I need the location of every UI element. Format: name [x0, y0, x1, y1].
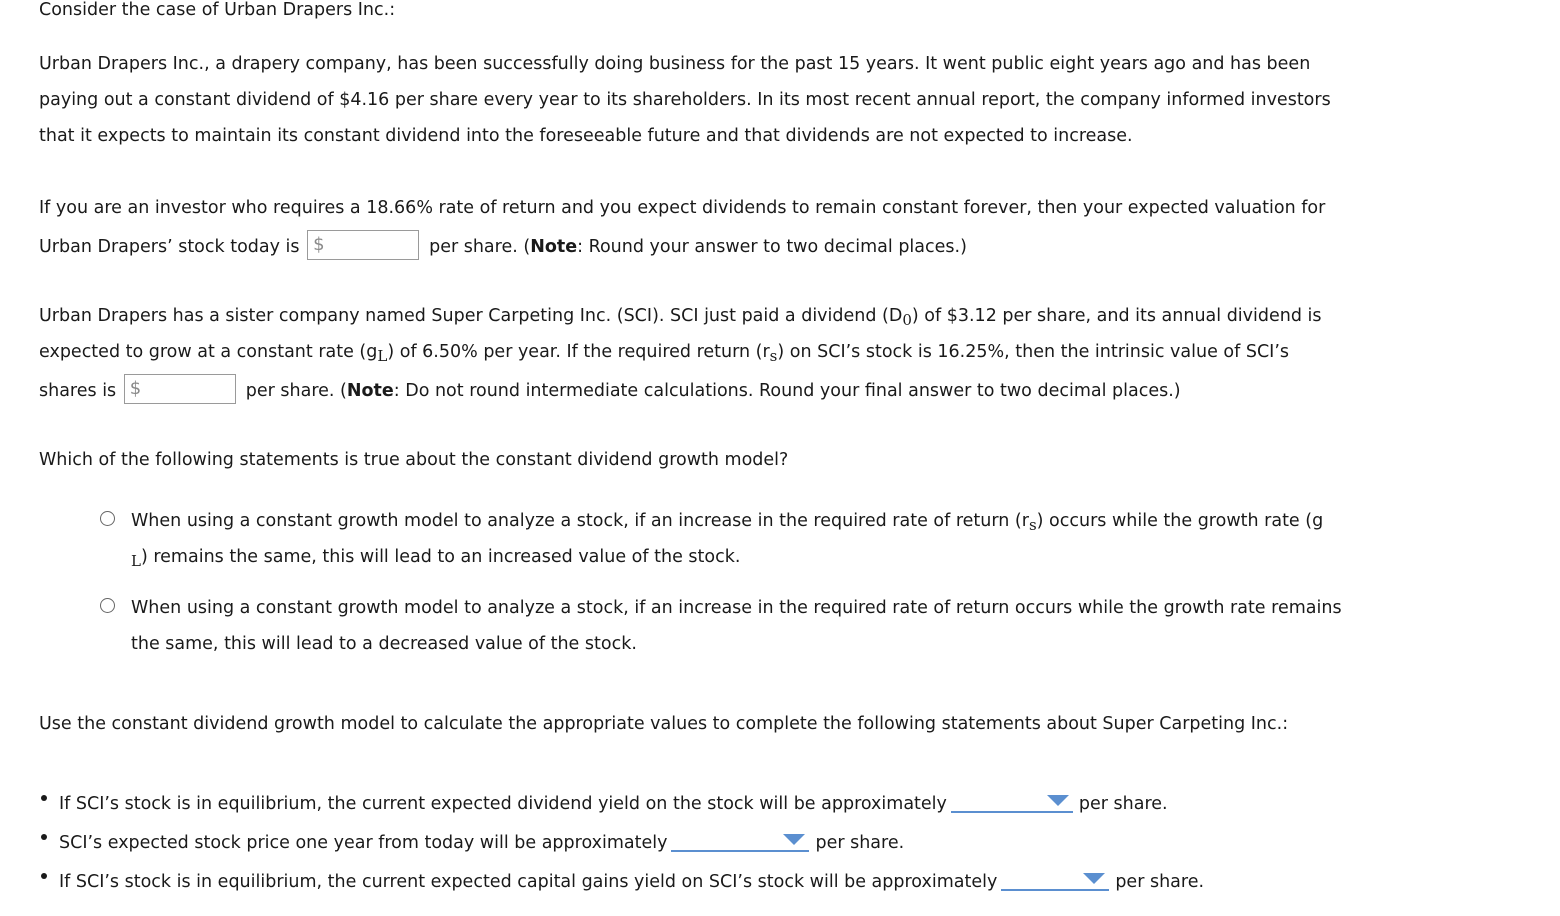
q2-suffix-b: : Do not round intermediate calculations. Round your final answer to two decimal places.) — [393, 381, 1181, 401]
capital-gains-dropdown[interactable] — [1001, 867, 1109, 891]
dividend-yield-dropdown[interactable] — [951, 789, 1073, 813]
q1-prefix: Urban Drapers’ stock today is — [39, 237, 300, 257]
q2-line-2 — [39, 340, 1289, 364]
q2-gl-sub: L — [377, 347, 388, 365]
bullet-1-dot — [41, 795, 47, 801]
q1-note-label: Note — [530, 237, 578, 257]
dropdown-arrow-icon — [1083, 873, 1105, 884]
dropdown-arrow-icon — [1047, 795, 1069, 806]
q1-answer-field[interactable] — [307, 230, 419, 260]
bullet-2 — [59, 824, 904, 855]
bullet-2-text: SCI’s expected stock price one year from today will be approximately — [59, 833, 668, 853]
q2-line-1 — [39, 304, 1322, 328]
option-2-line-1: When using a constant growth model to analyze a stock, if an increase in the required rate of return occurs while the growth rate remains — [131, 598, 1342, 618]
q2-line-3 — [39, 376, 1181, 406]
intro-line-1: Urban Drapers Inc., a drapery company, has been successfully doing business for the past 15 years. It went public eight years ago and has been — [39, 54, 1311, 74]
option-1-line-2 — [131, 545, 740, 569]
q1-suffix-b: : Round your answer to two decimal places.) — [577, 237, 967, 257]
q2-answer-input[interactable] — [143, 377, 235, 401]
q2-note-label: Note — [346, 381, 394, 401]
bullet-2-dot — [41, 834, 47, 840]
option-1-gl-sub: L — [131, 552, 141, 570]
option-2-radio[interactable] — [100, 598, 115, 613]
q2-line1-a: Urban Drapers has a sister company named Super Carpeting Inc. (SCI). SCI just paid a dividend (D — [39, 306, 903, 326]
q2-currency: $ — [129, 378, 142, 399]
q2-prefix: shares is — [39, 381, 117, 401]
q2-d0-sub: 0 — [902, 311, 912, 329]
q2-line2-a: expected to grow at a constant rate (g — [39, 342, 378, 362]
option-1-text-a: When using a constant growth model to analyze a stock, if an increase in the required rate of return (r — [131, 511, 1029, 531]
q1-line-1: If you are an investor who requires a 18.66% rate of return and you expect dividends to remain constant forever, then your expected valuation for — [39, 198, 1326, 218]
option-1-line-1 — [131, 509, 1323, 533]
bullet-3-suffix: per share. — [1115, 872, 1205, 892]
bullet-3-text: If SCI’s stock is in equilibrium, the current expected capital gains yield on SCI’s stock will be approximately — [59, 872, 998, 892]
bullet-3 — [59, 863, 1204, 894]
bullet-3-dot — [41, 873, 47, 879]
intro-line-3: that it expects to maintain its constant dividend into the foreseeable future and that dividends are not expected to increase. — [39, 126, 1133, 146]
q2-suffix-a: per share. ( — [245, 381, 347, 401]
option-1-radio[interactable] — [100, 511, 115, 526]
q2-line2-b: ) of 6.50% per year. If the required return (r — [387, 342, 770, 362]
q1-line-2 — [39, 232, 967, 262]
expected-price-dropdown[interactable] — [671, 828, 809, 852]
option-1-text-b: ) occurs while the growth rate (g — [1036, 511, 1324, 531]
q2-rs-sub: s — [769, 347, 778, 365]
q2-answer-field[interactable] — [124, 374, 236, 404]
bullet-1-suffix: per share. — [1078, 794, 1168, 814]
page-heading: Consider the case of Urban Drapers Inc.: — [39, 0, 396, 20]
q2-line1-b: ) of $3.12 per share, and its annual dividend is — [911, 306, 1322, 326]
q3-question: Which of the following statements is true about the constant dividend growth model? — [39, 450, 789, 470]
intro-line-2: paying out a constant dividend of $4.16 per share every year to its shareholders. In its most recent annual report, the company informed investors — [39, 90, 1331, 110]
q1-answer-input[interactable] — [326, 233, 418, 257]
option-1-rs-sub: s — [1028, 516, 1037, 534]
bullet-1 — [59, 785, 1168, 816]
bullet-2-suffix: per share. — [815, 833, 905, 853]
q1-currency: $ — [313, 234, 325, 255]
q4-intro: Use the constant dividend growth model to calculate the appropriate values to complete the following statements about Super Carpeting Inc.: — [39, 714, 1289, 734]
q1-suffix-a: per share. ( — [429, 237, 531, 257]
q2-line2-c: ) on SCI’s stock is 16.25%, then the intrinsic value of SCI’s — [777, 342, 1290, 362]
dropdown-arrow-icon — [783, 834, 805, 845]
bullet-1-text: If SCI’s stock is in equilibrium, the current expected dividend yield on the stock will be approximately — [59, 794, 947, 814]
option-1-text-c: ) remains the same, this will lead to an increased value of the stock. — [140, 547, 741, 567]
option-2-line-2: the same, this will lead to a decreased value of the stock. — [131, 634, 637, 654]
